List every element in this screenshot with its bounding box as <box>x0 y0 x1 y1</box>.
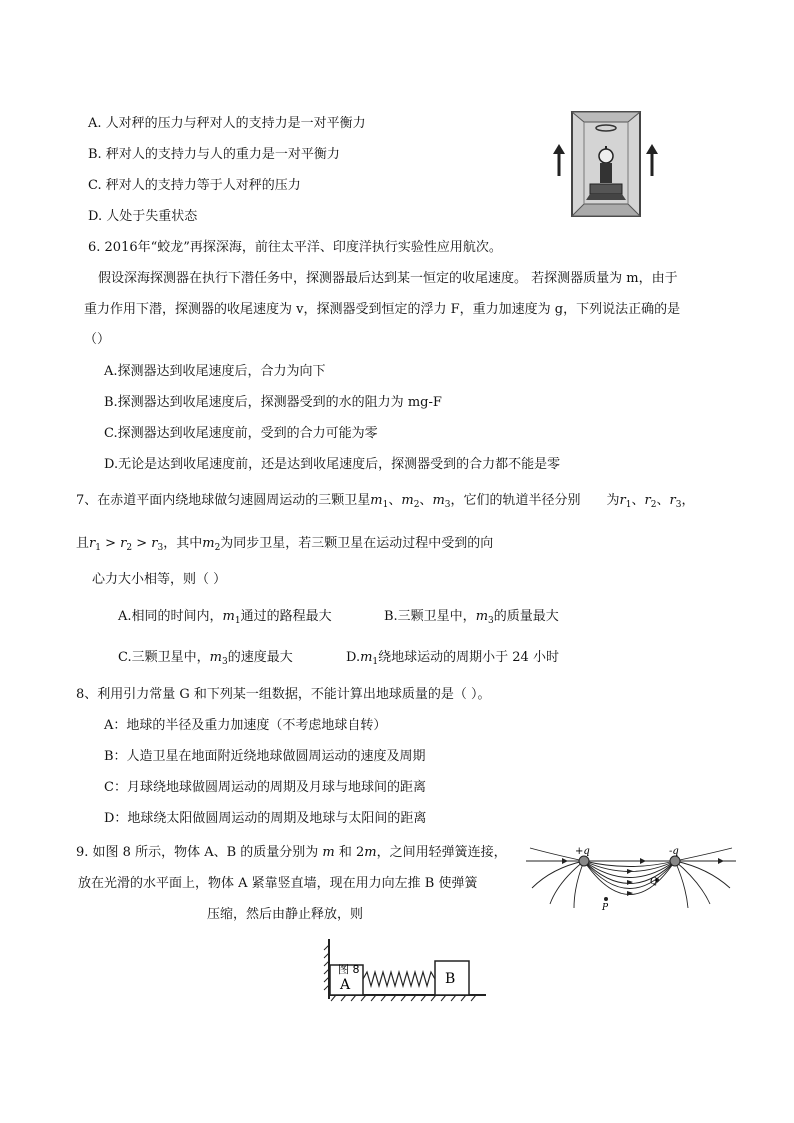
spring <box>363 972 435 986</box>
q9-stem-line3: 压缩，然后由静止释放，则 <box>207 907 364 922</box>
elevator-scale-figure <box>550 108 645 218</box>
q6-stem-line4: （） <box>84 332 111 347</box>
electric-field-figure <box>522 842 740 912</box>
q6-option-b: B.探测器达到收尾速度后，探测器受到的水的阻力为 mg-F <box>104 395 442 410</box>
q7-option-c: C.三颗卫星中，$m_3$的速度最大 <box>118 650 293 667</box>
q6-option-d: D.无论是达到收尾速度前，还是达到收尾速度后，探测器受到的合力都不能是零 <box>104 457 561 472</box>
q7-option-b: B.三颗卫星中，$m_3$的质量最大 <box>384 609 559 626</box>
q6-stem-line2: 假设深海探测器在执行下潜任务中，探测器最后达到某一恒定的收尾速度。 若探测器质量为 m，由于 <box>98 271 678 286</box>
q7-stem-line1: 7、在赤道平面内绕地球做匀速圆周运动的三颗卫星$m_1$、$m_2$、$m_3$，它们的轨道半径分别 为$r_1$、$r_2$、$r_3$， <box>76 493 695 510</box>
q6-stem-line1: 6. 2016年“蛟龙”再探深海，前往太平洋、印度洋执行实验性应用航次。 <box>88 240 502 255</box>
figure-8-label: 图 8 <box>338 963 360 976</box>
q8-option-a: A：地球的半径及重力加速度（不考虑地球自转） <box>104 718 387 733</box>
negative-charge-label: -q <box>669 846 679 857</box>
q8-option-b: B：人造卫星在地面附近绕地球做圆周运动的速度及周期 <box>104 749 426 764</box>
point-q-label: Q <box>650 877 658 887</box>
q7-option-d: $D.m_1$绕地球运动的周期小于 24 小时 <box>346 650 559 667</box>
block-a-label: A <box>340 977 351 993</box>
q7-option-a: A.相同的时间内，$m_1$通过的路程最大 <box>118 609 332 626</box>
q9-stem-line1: 9. 如图 8 所示，物体 A、B 的质量分别为 m 和 2m，之间用轻弹簧连接， <box>76 845 507 860</box>
up-arrow-left <box>553 144 565 176</box>
q5-option-b: B. 秤对人的支持力与人的重力是一对平衡力 <box>88 147 340 162</box>
q8-stem: 8、利用引力常量 G 和下列某一组数据，不能计算出地球质量的是（ ）。 <box>76 687 491 702</box>
q8-option-c: C：月球绕地球做圆周运动的周期及月球与地球间的距离 <box>104 780 426 795</box>
block-b-label: B <box>445 971 456 987</box>
q5-option-d: D. 人处于失重状态 <box>88 209 198 224</box>
q7-stem-line3: 心力大小相等，则（ ） <box>92 572 227 587</box>
q6-option-a: A.探测器达到收尾速度后，合力为向下 <box>104 364 326 379</box>
q9-stem-line2: 放在光滑的水平面上，物体 A 紧靠竖直墙，现在用力向左推 B 使弹簧 <box>78 876 478 891</box>
up-arrow-right <box>646 144 658 176</box>
q6-stem-line3: 重力作用下潜，探测器的收尾速度为 v，探测器受到恒定的浮力 F，重力加速度为 g，下列说法正确的是 <box>84 302 681 317</box>
q5-option-a: A. 人对秤的压力与秤对人的支持力是一对平衡力 <box>88 116 366 131</box>
spring-block-figure <box>322 937 492 1003</box>
negative-charge <box>670 856 680 866</box>
q8-option-d: D：地球绕太阳做圆周运动的周期及地球与太阳间的距离 <box>104 811 427 826</box>
positive-charge <box>579 856 589 866</box>
q6-option-c: C.探测器达到收尾速度前，受到的合力可能为零 <box>104 426 378 441</box>
positive-charge-label: +q <box>575 846 590 857</box>
q5-option-c: C. 秤对人的支持力等于人对秤的压力 <box>88 178 301 193</box>
point-p-label: P <box>602 903 609 913</box>
q7-stem-line2: 且$r_1 > r_2 > r_3$，其中$m_2$为同步卫星，若三颗卫星在运动过程中受到的向 <box>76 536 494 553</box>
